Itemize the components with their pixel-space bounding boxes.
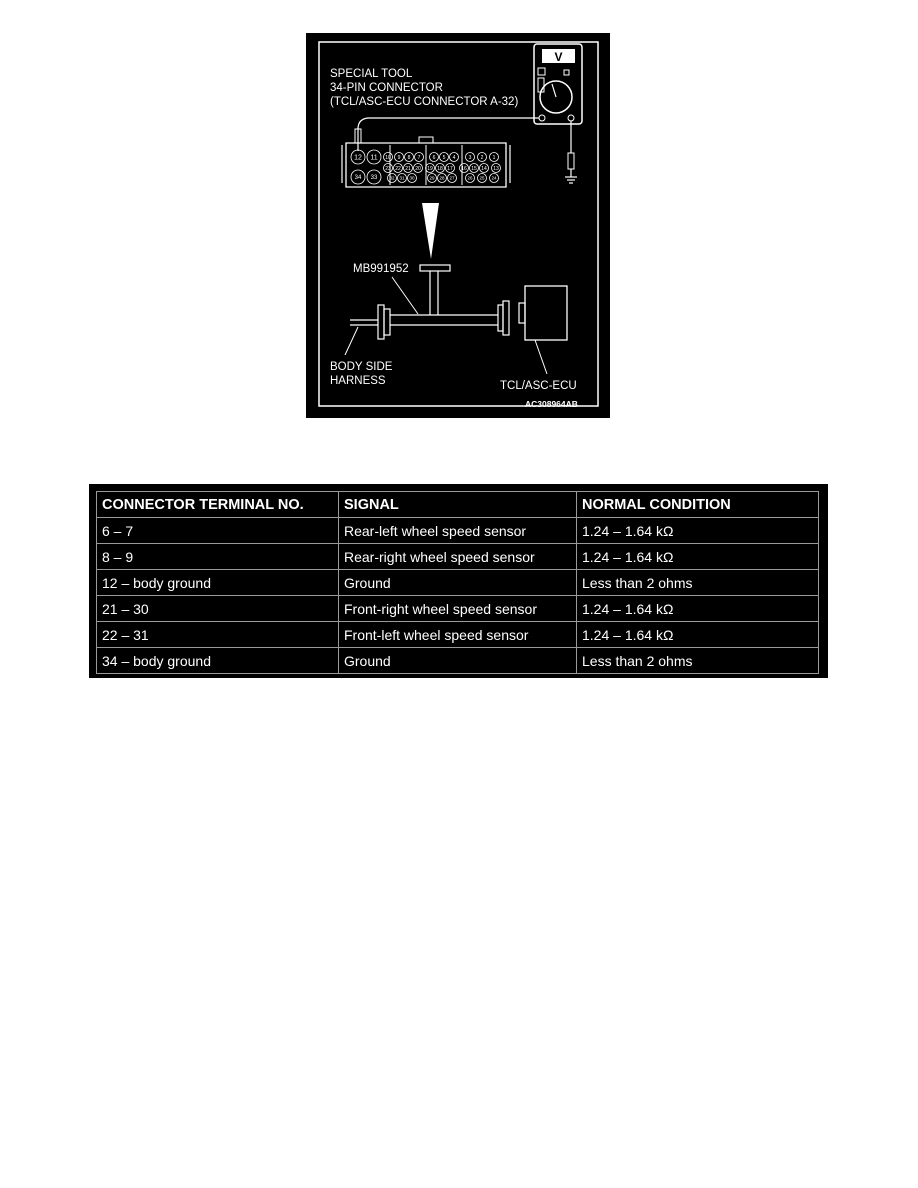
connector-pin-label: 7: [417, 154, 421, 161]
connector-pins-top: [351, 150, 499, 164]
connector-pin-label: 16: [461, 165, 467, 172]
cell-terminal: 34 – body ground: [97, 648, 339, 674]
connector-pin-label: 23: [385, 165, 391, 172]
connector-pin-label: 1: [492, 154, 496, 161]
cell-signal: Ground: [339, 648, 577, 674]
connector-pin-label: 6: [432, 154, 436, 161]
connector-pin-label: 10: [385, 154, 391, 161]
body-side-harness-label-line2: HARNESS: [330, 375, 386, 387]
cell-signal: Front-right wheel speed sensor: [339, 596, 577, 622]
connector-pin-label: 17: [447, 165, 453, 172]
harness-adapter: [350, 265, 509, 339]
connector-pin-label: 28: [439, 175, 445, 181]
connector-pin-label: 29: [429, 175, 435, 181]
terminal-spec-table-container: [89, 484, 828, 678]
ecu-leader: [535, 340, 547, 374]
connector-pin-label: 12: [354, 154, 362, 162]
tool-number-label: MB991952: [353, 263, 409, 275]
cell-condition: Less than 2 ohms: [577, 648, 819, 674]
header-signal: SIGNAL: [339, 492, 577, 518]
special-tool-label-line2: 34-PIN CONNECTOR: [330, 82, 443, 94]
connector-pin-label: 21: [405, 165, 411, 172]
connector-pin-label: 24: [491, 175, 497, 181]
connector-pin-label: 2: [480, 154, 484, 161]
probe-lead-positive: [358, 118, 539, 151]
voltmeter-icon: [534, 44, 582, 124]
connector-pin-label: 31: [399, 175, 405, 181]
cell-terminal: 12 – body ground: [97, 570, 339, 596]
connector-pin-label: 18: [437, 165, 443, 172]
connector-pin-label: 22: [395, 165, 401, 172]
connector-pin-label: 33: [370, 175, 378, 182]
connector-inspection-diagram: [306, 33, 610, 418]
table-row: [97, 544, 819, 570]
arrow-down-icon: [422, 203, 439, 259]
diagram-svg: [306, 33, 610, 418]
table-row: [97, 622, 819, 648]
connector-pin-label: 27: [449, 175, 455, 181]
connector-pin-label: 15: [471, 165, 477, 172]
connector-pins-middle: [384, 164, 501, 173]
meter-symbol: V: [554, 50, 563, 64]
table-row: [97, 596, 819, 622]
cell-signal: Rear-left wheel speed sensor: [339, 518, 577, 544]
connector-pin-label: 5: [442, 154, 446, 161]
cell-terminal: 21 – 30: [97, 596, 339, 622]
probe-tip-ground: [568, 153, 574, 169]
table-row: [97, 648, 819, 674]
special-tool-label-line3: (TCL/ASC-ECU CONNECTOR A-32): [330, 96, 519, 108]
cell-terminal: 22 – 31: [97, 622, 339, 648]
cell-condition: 1.24 – 1.64 kΩ: [577, 544, 819, 570]
special-tool-label-line1: SPECIAL TOOL: [330, 68, 413, 80]
cell-condition: 1.24 – 1.64 kΩ: [577, 622, 819, 648]
header-terminal-no: CONNECTOR TERMINAL NO.: [97, 492, 339, 518]
harness-leader: [345, 327, 358, 355]
connector-pin-label: 11: [370, 154, 378, 162]
connector-pin-label: 3: [468, 154, 472, 161]
terminal-spec-table: [96, 491, 819, 674]
table-header-row: [97, 492, 819, 518]
cell-signal: Ground: [339, 570, 577, 596]
cell-condition: 1.24 – 1.64 kΩ: [577, 518, 819, 544]
connector-pin-label: 26: [467, 175, 473, 181]
connector-pin-label: 20: [415, 165, 421, 172]
connector-pin-label: 19: [427, 165, 433, 172]
connector-pin-label: 32: [389, 175, 395, 181]
table-row: [97, 570, 819, 596]
cell-terminal: 6 – 7: [97, 518, 339, 544]
ground-symbol-icon: [565, 169, 577, 183]
tool-number-leader: [392, 277, 418, 314]
connector-pin-label: 30: [409, 175, 415, 181]
connector-pin-label: 9: [397, 154, 401, 161]
table-row: [97, 518, 819, 544]
cell-signal: Front-left wheel speed sensor: [339, 622, 577, 648]
ecu-box: [519, 286, 567, 340]
connector-pin-label: 25: [479, 175, 485, 181]
cell-condition: Less than 2 ohms: [577, 570, 819, 596]
connector-pin-label: 34: [354, 175, 362, 182]
figure-code: AC308964AB: [525, 399, 578, 409]
cell-signal: Rear-right wheel speed sensor: [339, 544, 577, 570]
connector-pin-label: 14: [481, 165, 487, 172]
body-side-harness-label-line1: BODY SIDE: [330, 361, 393, 373]
header-normal-condition: NORMAL CONDITION: [577, 492, 819, 518]
connector-pin-label: 8: [407, 154, 411, 161]
connector-pin-label: 4: [452, 154, 456, 161]
ecu-label: TCL/ASC-ECU: [500, 380, 577, 392]
connector-pin-label: 13: [493, 165, 499, 172]
cell-terminal: 8 – 9: [97, 544, 339, 570]
cell-condition: 1.24 – 1.64 kΩ: [577, 596, 819, 622]
